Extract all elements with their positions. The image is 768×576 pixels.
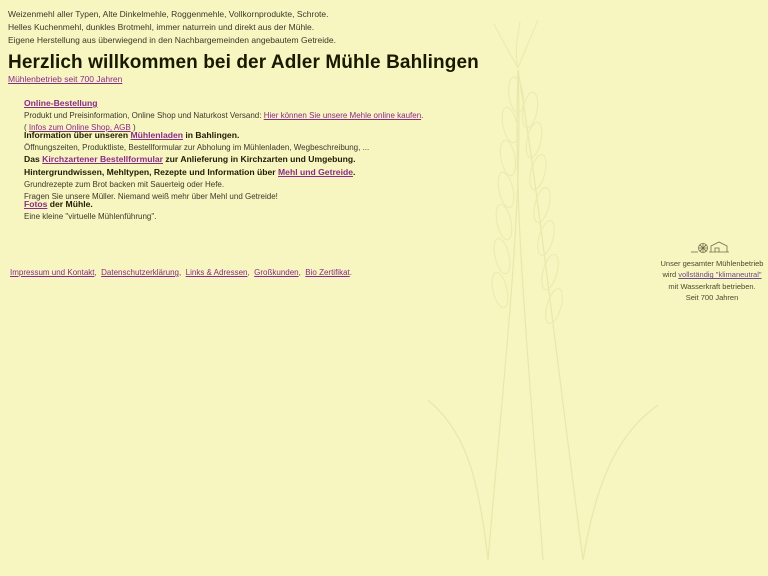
section-heading xyxy=(24,129,369,142)
section-heading xyxy=(24,153,356,166)
section-subtext-2: Fragen Sie unsere Müller. Niemand weiß mehr über Mehl und Getreide! xyxy=(24,191,278,201)
link-bio-zertifikat[interactable]: Bio Zertifikat xyxy=(305,268,350,277)
heading-post: in Bahlingen. xyxy=(183,130,240,140)
section-line-1-pre: Produkt und Preisinformation, Online Shop und Naturkost Versand: xyxy=(24,110,264,120)
link-infos-online-shop-agb[interactable]: Infos zum Online Shop, AGB xyxy=(28,122,131,132)
section-fotos xyxy=(24,198,156,223)
watermill-icon xyxy=(689,240,735,254)
section-kirchzartener-bestellformular xyxy=(24,153,356,166)
intro-line-2: Helles Kuchenmehl, dunkles Brotmehl, immer naturrein und direkt aus der Mühle. xyxy=(8,22,315,33)
page-title: Herzlich willkommen bei der Adler Mühle Bahlingen xyxy=(8,52,479,73)
link-links-und-adressen[interactable]: Links & Adressen xyxy=(185,268,248,277)
intro-paragraph xyxy=(8,8,336,48)
footer-separator: , xyxy=(247,268,255,277)
link-impressum-und-kontakt[interactable]: Impressum und Kontakt xyxy=(10,268,95,277)
intro-line-3: Eigene Herstellung aus überwiegend in den Nachbargemeinden angebautem Getreide. xyxy=(8,35,336,46)
heading-pre: Das xyxy=(24,154,43,164)
section-muehlenladen xyxy=(24,129,369,154)
link-muehlenladen[interactable]: Mühlenladen xyxy=(130,130,184,140)
heading-pre: Information über unseren xyxy=(24,130,131,140)
heading-post: . xyxy=(352,167,356,177)
link-muehlenbetrieb-seit-700-jahren[interactable]: Mühlenbetrieb seit 700 Jahren xyxy=(8,74,123,84)
section-line-2-pre: ( xyxy=(24,122,29,132)
intro-line-1: Weizenmehl aller Typen, Alte Dinkelmehle, Roggenmehle, Vollkornprodukte, Schrote. xyxy=(8,9,329,19)
heading-post: zur Anlieferung in Kirchzarten und Umgebung. xyxy=(163,154,356,164)
sidenote-klimaneutral xyxy=(660,240,764,303)
sidenote-line-3: mit Wasserkraft betrieben. xyxy=(668,281,756,291)
section-subtext: Eine kleine "virtuelle Mühlenführung". xyxy=(24,211,157,221)
section-heading xyxy=(24,97,423,110)
section-heading xyxy=(24,198,156,211)
link-kirchzartener-bestellformular[interactable]: Kirchzartener Bestellformular xyxy=(42,154,163,164)
section-line-1-post: . xyxy=(421,110,424,120)
link-fotos[interactable]: Fotos xyxy=(24,199,48,209)
section-heading xyxy=(24,166,355,179)
section-line-2-post: ) xyxy=(130,122,136,132)
footer-trailing: . xyxy=(349,268,352,277)
section-subtext: Öffnungszeiten, Produktliste, Bestellformular zur Abholung im Mühlenladen, Wegbeschreibung, ... xyxy=(24,142,370,152)
footer-links xyxy=(10,268,352,277)
section-line-1 xyxy=(24,110,423,122)
link-mehle-online-kaufen[interactable]: Hier können Sie unsere Mehle online kaufen xyxy=(263,110,422,120)
link-mehl-und-getreide[interactable]: Mehl und Getreide xyxy=(278,167,353,177)
sidenote-line-2 xyxy=(660,269,764,280)
heading-pre: Hintergrundwissen, Mehltypen, Rezepte und Information über xyxy=(24,167,279,177)
link-grosskunden[interactable]: Großkunden xyxy=(254,268,299,277)
link-datenschutzerklaerung[interactable]: Datenschutzerklärung xyxy=(101,268,179,277)
sidenote-line-1: Unser gesamter Mühlenbetrieb xyxy=(660,259,764,268)
sidenote-line-4: Seit 700 Jahren xyxy=(685,292,739,302)
footer-separator: , xyxy=(298,268,306,277)
sidenote-line-2-pre: wird xyxy=(662,270,679,280)
wheat-background-illustration xyxy=(368,0,698,576)
footer-separator: , xyxy=(94,268,102,277)
footer-separator: , xyxy=(178,268,186,277)
section-subtext-1: Grundrezepte zum Brot backen mit Sauerteig oder Hefe. xyxy=(24,179,225,189)
subtitle xyxy=(8,74,122,84)
heading-post: der Mühle. xyxy=(47,199,93,209)
link-klimaneutral[interactable]: vollständig "klimaneutral" xyxy=(678,270,762,280)
link-online-bestellung[interactable]: Online-Bestellung xyxy=(24,98,98,108)
